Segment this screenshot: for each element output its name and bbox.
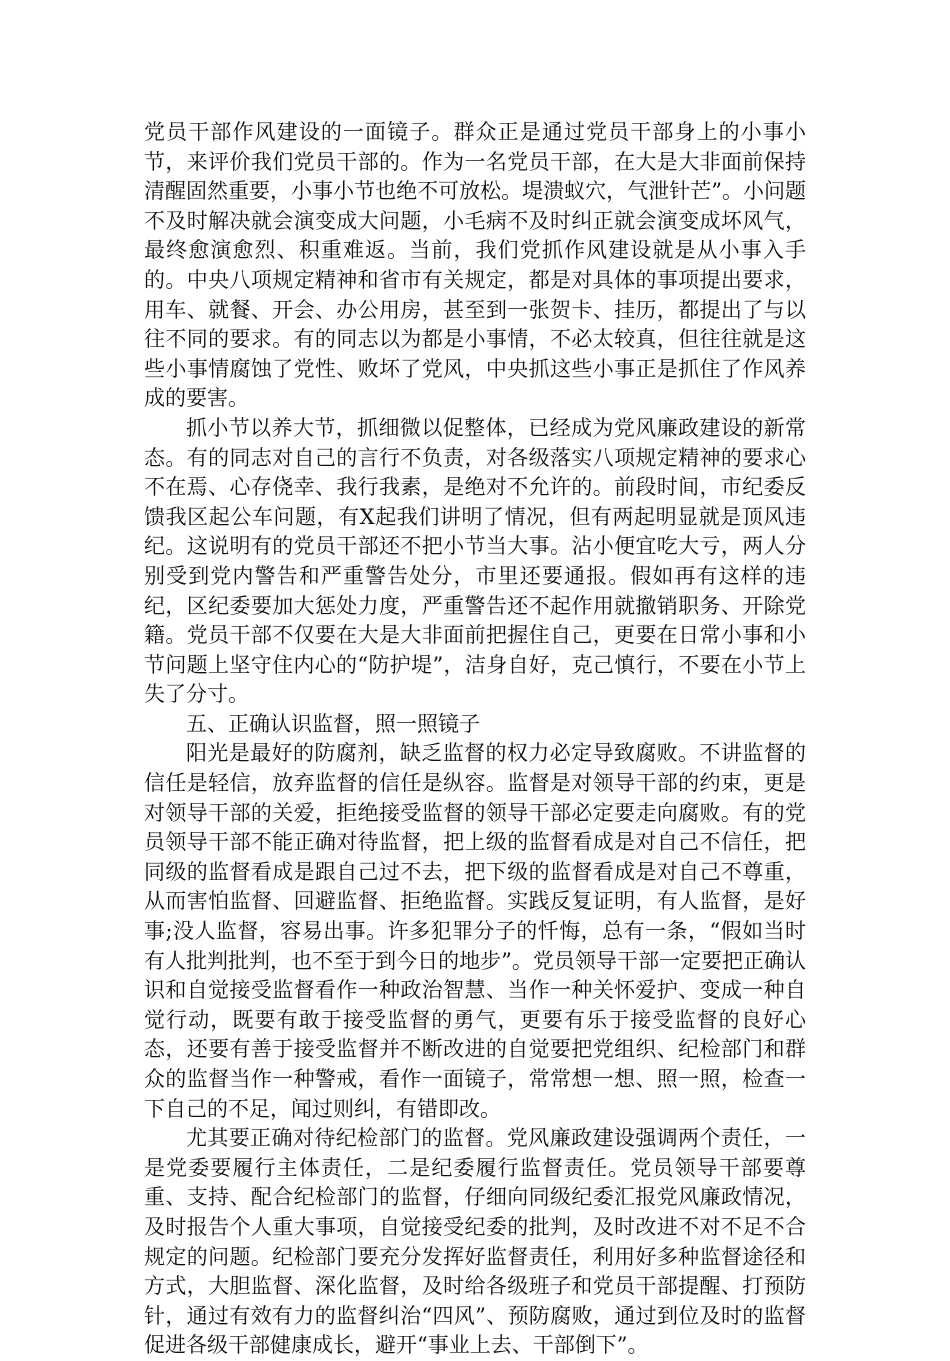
section-heading-five: 五、正确认识监督，照一照镜子 [186,711,480,736]
document-page [144,118,806,1361]
paragraph-supervision: 阳光是最好的防腐剂，缺乏监督的权力必定导致腐败。不讲监督的信任是轻信，放弃监督的信任是纵容。监督是对领导干部的约束，更是对领导干部的关爱，拒绝接受监督的领导干部必定要走向腐败。有的党员领导干部不能正确对待监督，把上级的监督看成是对自己不信任，把同级的监督看成是跟自己过不去，把下级的监督看成是对自己不尊重，从而害怕监督、回避监督、拒绝监督。实践反复证明，有人监督，是好事;没人监督，容易出事。许多犯罪分子的忏悔，总有一条，“假如当时有人批判批判，也不至于到今日的地步”。党员领导干部一定要把正确认识和自觉接受监督看作一种政治智慧、当作一种关怀爱护、变成一种自觉行动，既要有敢于接受监督的勇气，更要有乐于接受监督的良好心态，还要有善于接受监督并不断改进的自觉要把党组织、纪检部门和群众的监督当作一种警戒，看作一面镜子，常常想一想、照一照，检查一下自己的不足，闻过则纠，有错即改。 [144,741,806,1121]
paragraph-continued: 党员干部作风建设的一面镜子。群众正是通过党员干部身上的小事小节，来评价我们党员干部的。作为一名党员干部，在大是大非面前保持清醒固然重要，小事小节也绝不可放松。堤溃蚁穴，气泄针芒”。小问题不及时解决就会演变成大问题，小毛病不及时纠正就会演变成坏风气，最终愈演愈烈、积重难返。当前，我们党抓作风建设就是从小事入手的。中央八项规定精神和省市有关规定，都是对具体的事项提出要求，用车、就餐、开会、办公用房，甚至到一张贺卡、挂历，都提出了与以往不同的要求。有的同志以为都是小事情，不必太较真，但往往就是这些小事情腐蚀了党性、败坏了党风，中央抓这些小事正是抓住了作风养成的要害。 [144,120,806,411]
paragraph-small-details: 抓小节以养大节，抓细微以促整体，已经成为党风廉政建设的新常态。有的同志对自己的言行不负责，对各级落实八项规定精神的要求心不在焉、心存侥幸、我行我素，是绝对不允许的。前段时间，市纪委反馈我区起公车问题，有X起我们讲明了情况，但有两起明显就是顶风违纪。这说明有的党员干部还不把小节当大事。沾小便宜吃大亏，两人分别受到党内警告和严重警告处分，市里还要通报。假如再有这样的违纪，区纪委要加大惩处力度，严重警告还不起作用就撤销职务、开除党籍。党员干部不仅要在大是大非面前把握住自己，更要在日常小事和小节问题上坚守住内心的“防护堤”，洁身自好，克己慎行，不要在小节上失了分寸。 [144,415,806,707]
paragraph-discipline-inspection: 尤其要正确对待纪检部门的监督。党风廉政建设强调两个责任，一是党委要履行主体责任，二是纪委履行监督责任。党员领导干部要尊重、支持、配合纪检部门的监督，仔细向同级纪委汇报党风廉政情况，及时报告个人重大事项，自觉接受纪委的批判，及时改进不对不足不合规定的问题。纪检部门要充分发挥好监督责任，利用好多种监督途径和方式，大胆监督、深化监督，及时给各级班子和党员干部提醒、打预防针，通过有效有力的监督纠治“四风”、预防腐败，通过到位及时的监督促进各级干部健康成长，避开“事业上去、干部倒下”。 [144,1126,806,1358]
